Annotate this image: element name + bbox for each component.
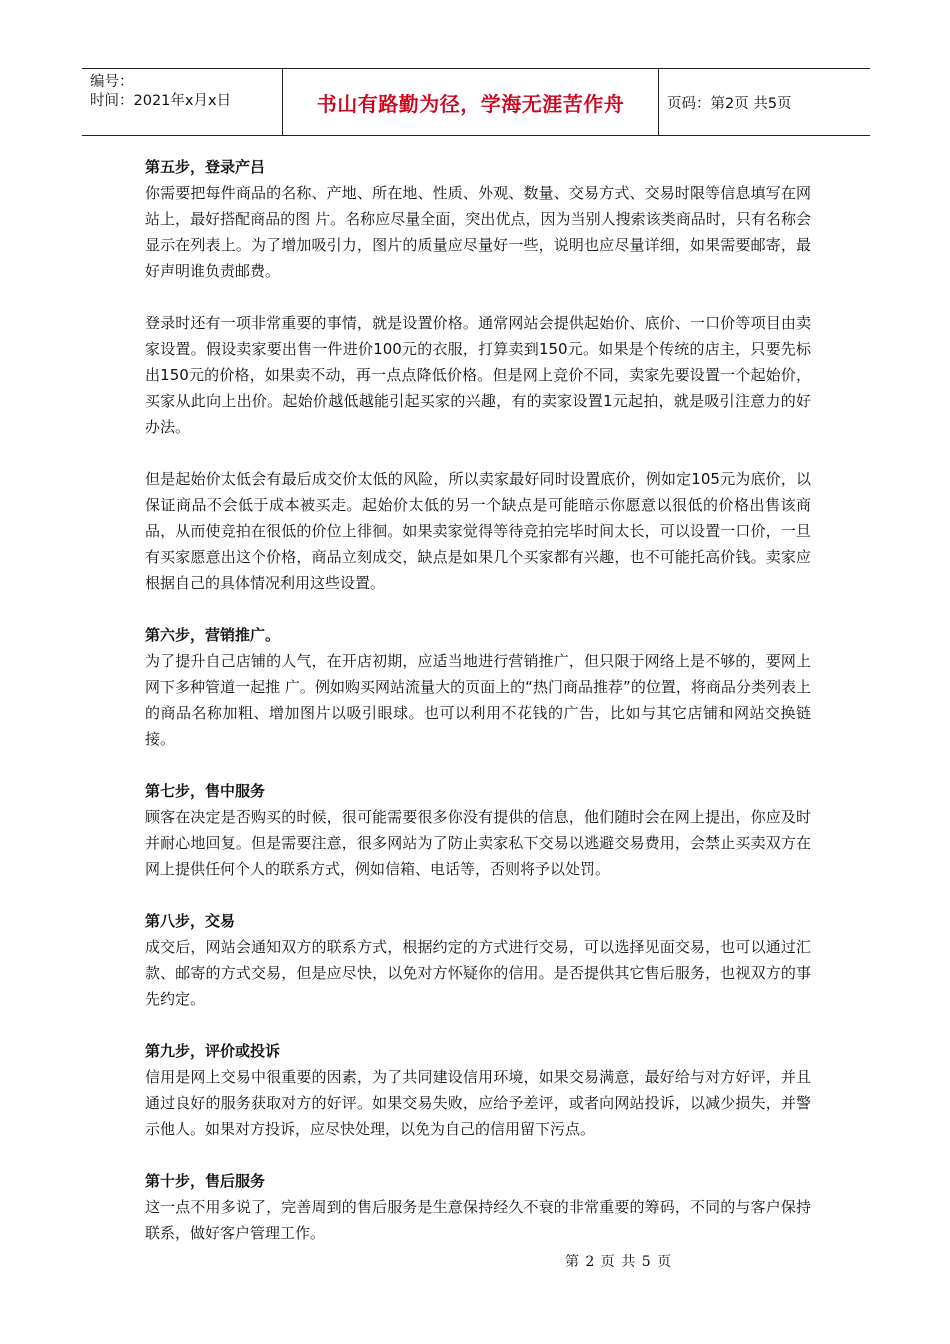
header-motto: 书山有路勤为径，学海无涯苦作舟 <box>283 69 659 135</box>
paragraph: 顾客在决定是否购买的时候，很可能需要很多你没有提供的信息，他们随时会在网上提出，你应及时并耐心地回复。但是需要注意，很多网站为了防止卖家私下交易以逃避交易费用，会禁止买卖双方在网上提供任何个人的联系方式，例如信箱、电话等，否则将予以处罚。 <box>145 808 811 878</box>
paragraph: 为了提升自己店铺的人气，在开店初期，应适当地进行营销推广，但只限于网络上是不够的，要网上网下多种管道一起推 广。例如购买网站流量大的页面上的“热门商品推荐”的位置，将商品分类列表上的商品名称加粗、增加图片以吸引眼球。也可以利用不花钱的广告，比如与其它店铺和网站交换链接。 <box>145 652 811 748</box>
section-title: 第五步，登录产吕 <box>145 158 266 176</box>
section-title: 第十步，售后服务 <box>145 1172 266 1190</box>
section-title: 第六步，营销推广。 <box>145 626 281 644</box>
header-meta-cell <box>82 69 283 135</box>
header-number-label: 编号： <box>90 74 134 90</box>
document-body <box>145 154 811 1272</box>
paragraph: 这一点不用多说了，完善周到的售后服务是生意保持经久不衰的非常重要的筹码，不同的与客户保持联系，做好客户管理工作。 <box>145 1198 811 1242</box>
paragraph: 登录时还有一项非常重要的事情，就是设置价格。通常网站会提供起始价、底价、一口价等项目由卖家设置。假设卖家要出售一件进价100元的衣服，打算卖到150元。如果是个传统的店主，只要先标出150元的价格，如果卖不动，再一点点降低价格。但是网上竞价不同，卖家先要设置一个起始价，买家从此向上出价。起始价越低越能引起买家的兴趣，有的卖家设置1元起拍，就是吸引注意力的好办法。 <box>145 314 811 436</box>
paragraph: 成交后，网站会通知双方的联系方式，根据约定的方式进行交易，可以选择见面交易，也可以通过汇款、邮寄的方式交易，但是应尽快，以免对方怀疑你的信用。是否提供其它售后服务，也视双方的事先约定。 <box>145 938 811 1008</box>
section-step-6 <box>145 622 811 752</box>
header-time-label: 时间：2021年x月x日 <box>90 93 232 109</box>
header-page-code: 页码：第2页 共5页 <box>667 95 792 112</box>
section-step-9 <box>145 1038 811 1142</box>
paragraph: 但是起始价太低会有最后成交价太低的风险，所以卖家最好同时设置底价，例如定105元为底价，以保证商品不会低于成本被买走。起始价太低的另一个缺点是可能暗示你愿意以很低的价格出售该商品，从而使竞拍在很低的价位上徘徊。如果卖家觉得等待竞拍完毕时间太长，可以设置一口价，一旦有买家愿意出这个价格，商品立刻成交，缺点是如果几个买家都有兴趣，也不可能托高价钱。卖家应根据自己的具体情况利用这些设置。 <box>145 470 811 592</box>
page-footer: 第 2 页 共 5 页 <box>565 1254 673 1270</box>
section-title: 第九步，评价或投诉 <box>145 1042 281 1060</box>
section-step-8 <box>145 908 811 1012</box>
document-header <box>82 68 870 136</box>
section-title: 第八步，交易 <box>145 912 236 930</box>
section-step-7 <box>145 778 811 882</box>
section-title: 第七步，售中服务 <box>145 782 266 800</box>
paragraph: 你需要把每件商品的名称、产地、所在地、性质、外观、数量、交易方式、交易时限等信息填写在网站上，最好搭配商品的图 片。名称应尽量全面，突出优点，因为当别人搜索该类商品时，只有名称会显示在列表上。为了增加吸引力，图片的质量应尽量好一些，说明也应尽量详细，如果需要邮寄，最好声明谁负责邮费。 <box>145 184 811 280</box>
section-step-5 <box>145 154 811 596</box>
section-step-10 <box>145 1168 811 1246</box>
paragraph: 信用是网上交易中很重要的因素，为了共同建设信用环境，如果交易满意，最好给与对方好评，并且通过良好的服务获取对方的好评。如果交易失败，应给予差评，或者向网站投诉，以减少损失，并警示他人。如果对方投诉，应尽快处理，以免为自己的信用留下污点。 <box>145 1068 811 1138</box>
